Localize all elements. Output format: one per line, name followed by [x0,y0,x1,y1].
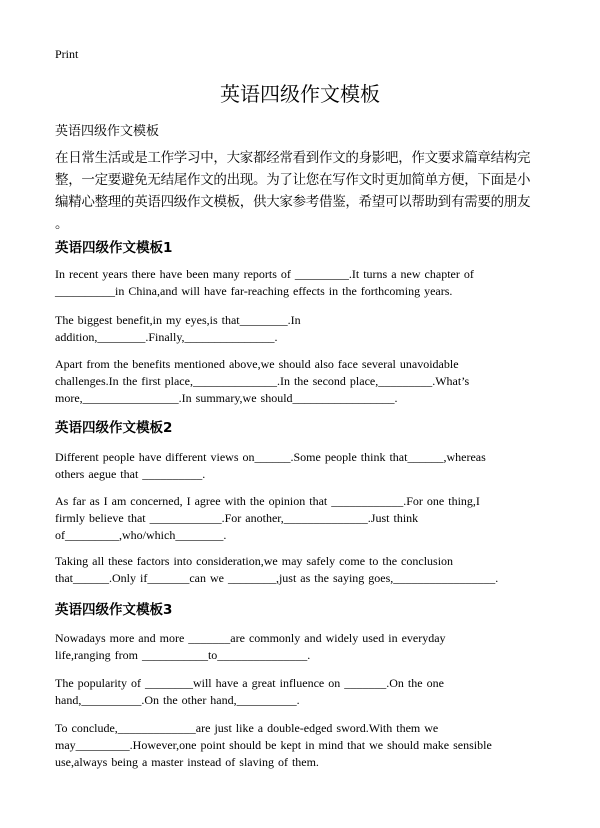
text-line: more,________________.In summary,we should_________________. [55,391,398,405]
intro-paragraph [55,147,555,235]
intro-line: 编精心整理的英语四级作文模板，供大家参考借鉴，希望可以帮助到有需要的朋友 [55,194,531,210]
text-line: Apart from the benefits mentioned above,we should also face several unavoidable [55,357,459,371]
text-line: As far as I am concerned, I agree with the opinion that ____________.For one thing,I [55,494,480,508]
text-line: that______.Only if_______can we ________,just as the saying goes,_________________. [55,571,499,585]
template-2-paragraph-3 [55,553,545,587]
text-line: others aegue that __________. [55,467,206,481]
print-link[interactable]: Print [55,47,79,61]
template-1-paragraph-1 [55,266,545,300]
text-line: __________in China,and will have far-reaching effects in the forthcoming years. [55,284,453,298]
text-line: of_________,who/which________. [55,528,227,542]
template-3-paragraph-1 [55,630,545,664]
text-line: Different people have different views on______.Some people think that______,whereas [55,450,486,464]
text-line: use,always being a master instead of slaving of them. [55,755,319,769]
text-line: To conclude,_____________are just like a double-edged sword.With them we [55,721,439,735]
template-3-paragraph-3 [55,720,545,771]
template-2-heading: 英语四级作文模板2 [55,420,173,436]
template-2-paragraph-1 [55,449,545,483]
intro-line: 整，一定要避免无结尾作文的出现。为了让您在写作文时更加简单方便，下面是小 [55,172,531,188]
template-3-paragraph-2 [55,675,545,709]
text-line: The popularity of ________will have a great influence on _______.On the one [55,676,444,690]
text-line: addition,________.Finally,_______________. [55,330,278,344]
document-title: 英语四级作文模板 [220,82,380,106]
document-subtitle: 英语四级作文模板 [55,124,160,139]
intro-line: 。 [55,216,69,232]
text-line: challenges.In the first place,______________.In the second place,_________.What’s [55,374,470,388]
text-line: In recent years there have been many reports of _________.It turns a new chapter of [55,267,474,281]
text-line: life,ranging from ___________to_______________. [55,648,311,662]
template-1-paragraph-3 [55,356,545,407]
text-line: Taking all these factors into consideration,we may safely come to the conclusion [55,554,454,568]
text-line: firmly believe that ____________.For another,______________.Just think [55,511,419,525]
text-line: Nowadays more and more _______are commonly and widely used in everyday [55,631,446,645]
template-1-heading: 英语四级作文模板1 [55,240,173,256]
text-line: hand,__________.On the other hand,__________. [55,693,300,707]
intro-line: 在日常生活或是工作学习中，大家都经常看到作文的身影吧，作文要求篇章结构完 [55,150,531,166]
template-1-paragraph-2 [55,312,545,346]
template-2-paragraph-2 [55,493,545,544]
text-line: may_________.However,one point should be kept in mind that we should make sensible [55,738,492,752]
template-3-heading: 英语四级作文模板3 [55,602,173,618]
text-line: The biggest benefit,in my eyes,is that________.In [55,313,301,327]
